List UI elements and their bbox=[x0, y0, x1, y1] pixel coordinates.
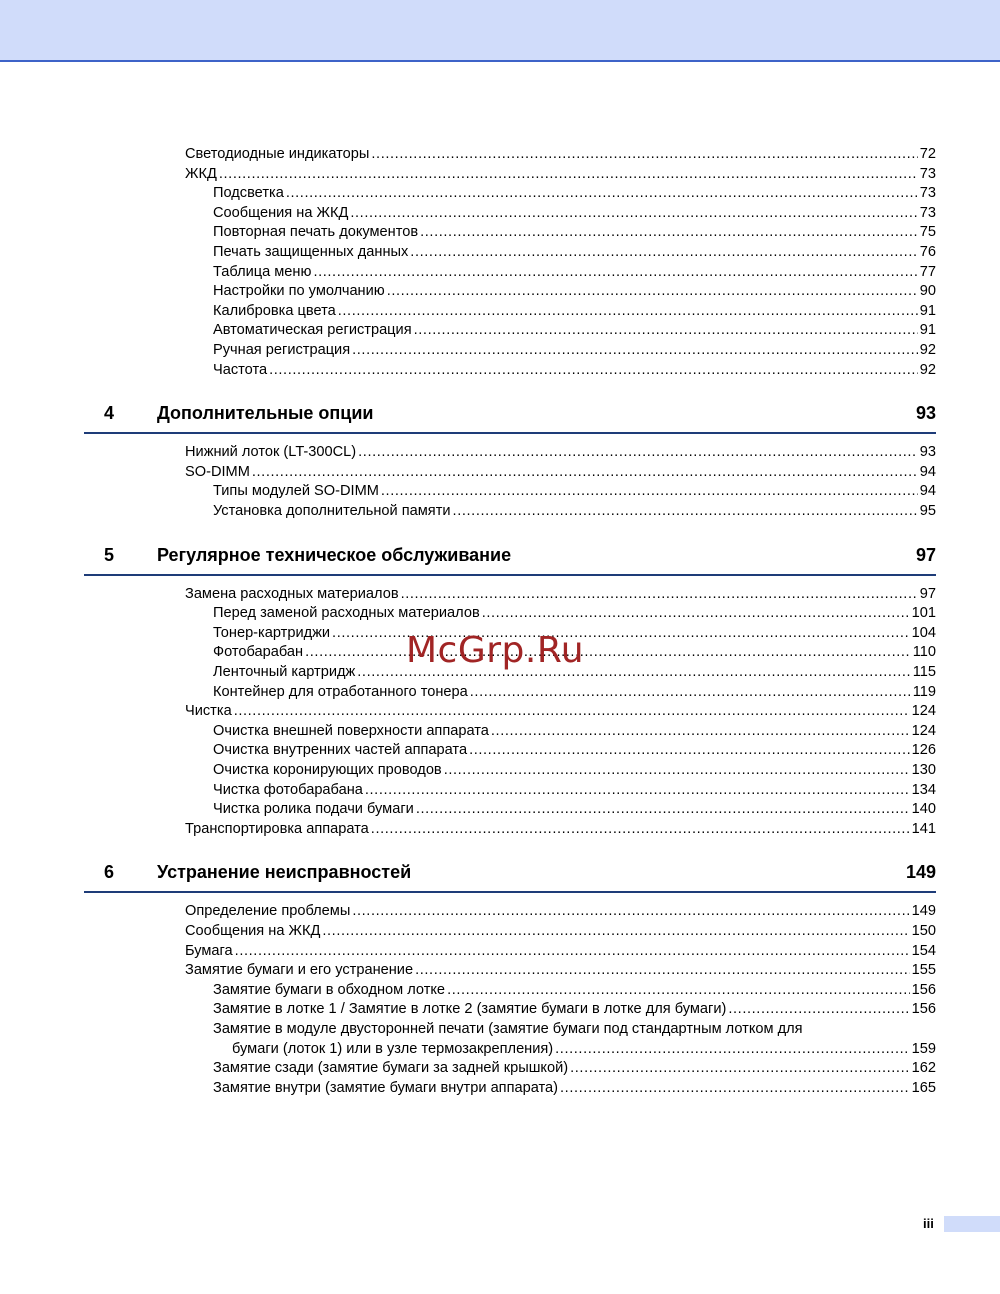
toc-leader-dots bbox=[381, 482, 918, 502]
toc-entry-label: Чистка bbox=[185, 703, 232, 720]
toc-leader-dots bbox=[416, 800, 910, 820]
chapter-number: 5 bbox=[104, 544, 115, 565]
toc-entry-label: Замятие бумаги и его устранение bbox=[185, 962, 414, 979]
toc-leader-dots bbox=[453, 502, 918, 522]
toc-leader-dots bbox=[447, 981, 910, 1001]
toc-entry-page: 149 bbox=[911, 903, 936, 920]
toc-leader-dots bbox=[444, 761, 910, 781]
toc-entry-label: Повторная печать документов bbox=[213, 224, 419, 241]
chapter-heading[interactable] bbox=[84, 857, 936, 893]
toc-leader-dots bbox=[414, 321, 918, 341]
toc-entry-page: 101 bbox=[911, 605, 936, 622]
toc-entry-label: Перед заменой расходных материалов bbox=[213, 605, 480, 622]
toc-entry-label: Частота bbox=[213, 361, 268, 378]
toc-leader-dots bbox=[470, 683, 911, 703]
toc-entry-page: 94 bbox=[919, 463, 936, 480]
toc-entry[interactable] bbox=[0, 443, 1000, 463]
toc-entry[interactable] bbox=[0, 502, 1000, 522]
toc-entry-page: 165 bbox=[911, 1079, 936, 1096]
toc-entry[interactable] bbox=[0, 341, 1000, 361]
toc-entry-label: Замятие внутри (замятие бумаги внутри аппарата) bbox=[213, 1079, 559, 1096]
toc-leader-dots bbox=[286, 184, 918, 204]
toc-entry-page: 90 bbox=[919, 283, 936, 300]
toc-entry-label: Автоматическая регистрация bbox=[213, 322, 412, 339]
toc-entry-label: Очистка коронирующих проводов bbox=[213, 762, 442, 778]
toc-leader-dots bbox=[728, 1000, 909, 1020]
toc-leader-dots bbox=[555, 1040, 909, 1060]
toc-entry-label: Печать защищенных данных bbox=[213, 244, 409, 260]
toc-entry-label: Светодиодные индикаторы bbox=[185, 146, 370, 162]
toc-entry-page: 73 bbox=[919, 165, 936, 182]
toc-leader-dots bbox=[365, 781, 910, 801]
toc-leader-dots bbox=[410, 243, 917, 263]
toc-entry[interactable] bbox=[0, 243, 1000, 263]
toc-entry-label: Сообщения на ЖКД bbox=[213, 204, 349, 221]
toc-entry[interactable] bbox=[0, 361, 1000, 381]
toc-entry-page: 155 bbox=[911, 962, 936, 979]
toc-leader-dots bbox=[269, 361, 918, 381]
toc-entry-page: 156 bbox=[911, 1001, 936, 1018]
toc-entry-label: Определение проблемы bbox=[185, 903, 351, 920]
page-number: iii bbox=[923, 1216, 934, 1231]
toc-entry-page: 75 bbox=[919, 224, 936, 241]
toc-entry[interactable] bbox=[0, 145, 1000, 165]
toc-entry[interactable] bbox=[0, 702, 1000, 722]
toc-entry[interactable] bbox=[0, 282, 1000, 302]
toc-entry[interactable] bbox=[0, 1000, 1000, 1020]
toc-entry-page: 73 bbox=[919, 185, 936, 202]
toc-entry-label: Фотобарабан bbox=[213, 644, 304, 661]
toc-entry-page: 134 bbox=[911, 781, 936, 798]
chapter-page: 93 bbox=[915, 403, 936, 424]
toc-leader-dots bbox=[322, 922, 909, 942]
toc-entry-label: Сообщения на ЖКД bbox=[185, 923, 321, 939]
toc-leader-dots bbox=[338, 302, 918, 322]
toc-entry-label: Контейнер для отработанного тонера bbox=[213, 683, 468, 700]
toc-entry-label: Типы модулей SO-DIMM bbox=[213, 483, 379, 500]
toc-entry-page: 126 bbox=[911, 742, 936, 759]
toc-entry-label: Чистка ролика подачи бумаги bbox=[213, 801, 414, 818]
toc-entry-page: 159 bbox=[911, 1040, 936, 1057]
toc-entry-label: Очистка внутренних частей аппарата bbox=[213, 742, 468, 759]
toc-entry-page: 141 bbox=[911, 820, 936, 837]
chapter-number: 4 bbox=[104, 403, 115, 424]
toc-entry-page: 92 bbox=[919, 361, 936, 378]
toc-entry-page: 104 bbox=[911, 624, 936, 641]
toc-entry-label: Бумага bbox=[185, 942, 233, 959]
chapter-title: Устранение неисправностей bbox=[157, 862, 412, 883]
toc-entry-label: Замена расходных материалов bbox=[185, 585, 399, 602]
toc-entry-label: SO-DIMM bbox=[185, 463, 250, 480]
toc-entry-page: 130 bbox=[911, 762, 936, 778]
toc-leader-dots bbox=[469, 741, 910, 761]
chapter-title: Дополнительные опции bbox=[157, 403, 374, 424]
toc-entry[interactable] bbox=[0, 321, 1000, 341]
toc-entry-page: 154 bbox=[911, 942, 936, 959]
toc-entry-page: 92 bbox=[919, 342, 936, 358]
toc-entry-page: 150 bbox=[911, 923, 936, 939]
toc-leader-dots bbox=[350, 204, 917, 224]
toc-entry-label: Очистка внешней поверхности аппарата bbox=[213, 722, 489, 739]
toc-entry-label: Нижний лоток (LT-300CL) bbox=[185, 444, 357, 461]
toc-entry[interactable] bbox=[0, 981, 1000, 1001]
toc-entry-page: 97 bbox=[919, 585, 936, 602]
chapter-page: 97 bbox=[915, 544, 936, 565]
toc-entry-label: Подсветка bbox=[213, 185, 284, 202]
toc-leader-dots bbox=[420, 223, 918, 243]
toc-entry[interactable] bbox=[0, 1020, 1000, 1040]
toc-entry-label: Замятие в модуле двусторонней печати (замятие бумаги под стандартным лотком для bbox=[213, 1021, 803, 1037]
toc-entry[interactable] bbox=[0, 1059, 1000, 1079]
toc-entry[interactable] bbox=[0, 1040, 1000, 1060]
toc-leader-dots bbox=[252, 463, 918, 483]
toc-leader-dots bbox=[352, 902, 909, 922]
toc-entry-label: Установка дополнительной памяти bbox=[213, 503, 451, 519]
toc-entry-label: Ручная регистрация bbox=[213, 342, 351, 358]
chapter-page: 149 bbox=[905, 862, 936, 883]
footer-tab bbox=[944, 1216, 1000, 1232]
toc-entry-page: 156 bbox=[911, 981, 936, 998]
toc-entry[interactable] bbox=[0, 604, 1000, 624]
chapter-title: Регулярное техническое обслуживание bbox=[157, 544, 512, 565]
toc-entry-label: Чистка фотобарабана bbox=[213, 781, 363, 798]
toc-entry-label: Калибровка цвета bbox=[213, 302, 336, 319]
toc-leader-dots bbox=[371, 820, 910, 840]
toc-leader-dots bbox=[305, 643, 911, 663]
toc-entry[interactable] bbox=[0, 463, 1000, 483]
toc-entry-label: бумаги (лоток 1) или в узле термозакрепления) bbox=[232, 1040, 554, 1057]
toc-entry[interactable] bbox=[0, 184, 1000, 204]
toc-leader-dots bbox=[560, 1079, 910, 1099]
toc-entry-page: 91 bbox=[919, 302, 936, 319]
toc-entry-page: 115 bbox=[912, 664, 936, 680]
toc-entry[interactable] bbox=[0, 204, 1000, 224]
toc-entry[interactable] bbox=[0, 741, 1000, 761]
toc-entry[interactable] bbox=[0, 761, 1000, 781]
chapter-heading[interactable] bbox=[84, 398, 936, 434]
toc-entry-page: 95 bbox=[919, 503, 936, 519]
toc-entry-label: Транспортировка аппарата bbox=[185, 820, 369, 837]
toc-entry-page: 124 bbox=[911, 722, 936, 739]
toc-leader-dots bbox=[387, 282, 918, 302]
toc-leader-dots bbox=[219, 165, 918, 185]
toc-entry[interactable] bbox=[0, 820, 1000, 840]
toc-leader-dots bbox=[234, 702, 910, 722]
toc-entry-label: Тонер-картриджи bbox=[213, 624, 331, 641]
toc-entry[interactable] bbox=[0, 800, 1000, 820]
toc-entry-page: 124 bbox=[911, 703, 936, 720]
toc-entry-page: 72 bbox=[919, 146, 936, 162]
toc-entry[interactable] bbox=[0, 263, 1000, 283]
toc-entry[interactable] bbox=[0, 302, 1000, 322]
toc-entry[interactable] bbox=[0, 1079, 1000, 1099]
toc-entry-page: 162 bbox=[911, 1060, 936, 1077]
toc-entry-page: 76 bbox=[919, 244, 936, 260]
toc-entry-label: Замятие сзади (замятие бумаги за задней крышкой) bbox=[213, 1060, 569, 1077]
toc-leader-dots bbox=[482, 604, 910, 624]
toc-entry-page: 110 bbox=[912, 644, 936, 661]
toc-entry-page: 94 bbox=[919, 483, 936, 500]
watermark: McGrp.Ru bbox=[406, 630, 585, 671]
toc-entry-label: Таблица меню bbox=[213, 263, 312, 280]
toc-entry[interactable] bbox=[0, 902, 1000, 922]
header-band bbox=[0, 0, 1000, 62]
chapter-heading[interactable] bbox=[84, 540, 936, 576]
toc-entry-page: 93 bbox=[919, 444, 936, 461]
toc-entry-page: 119 bbox=[912, 683, 936, 700]
toc-leader-dots bbox=[371, 145, 917, 165]
toc-leader-dots bbox=[491, 722, 910, 742]
toc-entry-page: 140 bbox=[911, 801, 936, 818]
toc-leader-dots bbox=[313, 263, 917, 283]
toc-entry[interactable] bbox=[0, 922, 1000, 942]
toc-entry[interactable] bbox=[0, 482, 1000, 502]
toc-entry[interactable] bbox=[0, 961, 1000, 981]
toc-leader-dots bbox=[401, 585, 918, 605]
toc-entry-label: Ленточный картридж bbox=[213, 664, 356, 680]
toc-leader-dots bbox=[352, 341, 918, 361]
toc-entry-label: Настройки по умолчанию bbox=[213, 283, 385, 300]
toc-entry-label: ЖКД bbox=[185, 165, 217, 182]
toc-leader-dots bbox=[570, 1059, 910, 1079]
toc-leader-dots bbox=[415, 961, 910, 981]
toc-leader-dots bbox=[235, 942, 910, 962]
toc-entry-label: Замятие в лотке 1 / Замятие в лотке 2 (замятие бумаги в лотке для бумаги) bbox=[213, 1001, 727, 1018]
toc-entry-page: 73 bbox=[919, 204, 936, 221]
chapter-number: 6 bbox=[104, 862, 115, 883]
toc-entry[interactable] bbox=[0, 165, 1000, 185]
toc-leader-dots bbox=[358, 443, 918, 463]
toc-entry[interactable] bbox=[0, 585, 1000, 605]
toc-entry-page: 91 bbox=[919, 322, 936, 339]
toc-entry[interactable] bbox=[0, 683, 1000, 703]
toc-entry-label: Замятие бумаги в обходном лотке bbox=[213, 981, 446, 998]
toc-entry[interactable] bbox=[0, 223, 1000, 243]
toc-entry[interactable] bbox=[0, 722, 1000, 742]
toc-entry[interactable] bbox=[0, 942, 1000, 962]
toc-entry[interactable] bbox=[0, 781, 1000, 801]
toc-entry-page: 77 bbox=[919, 263, 936, 280]
